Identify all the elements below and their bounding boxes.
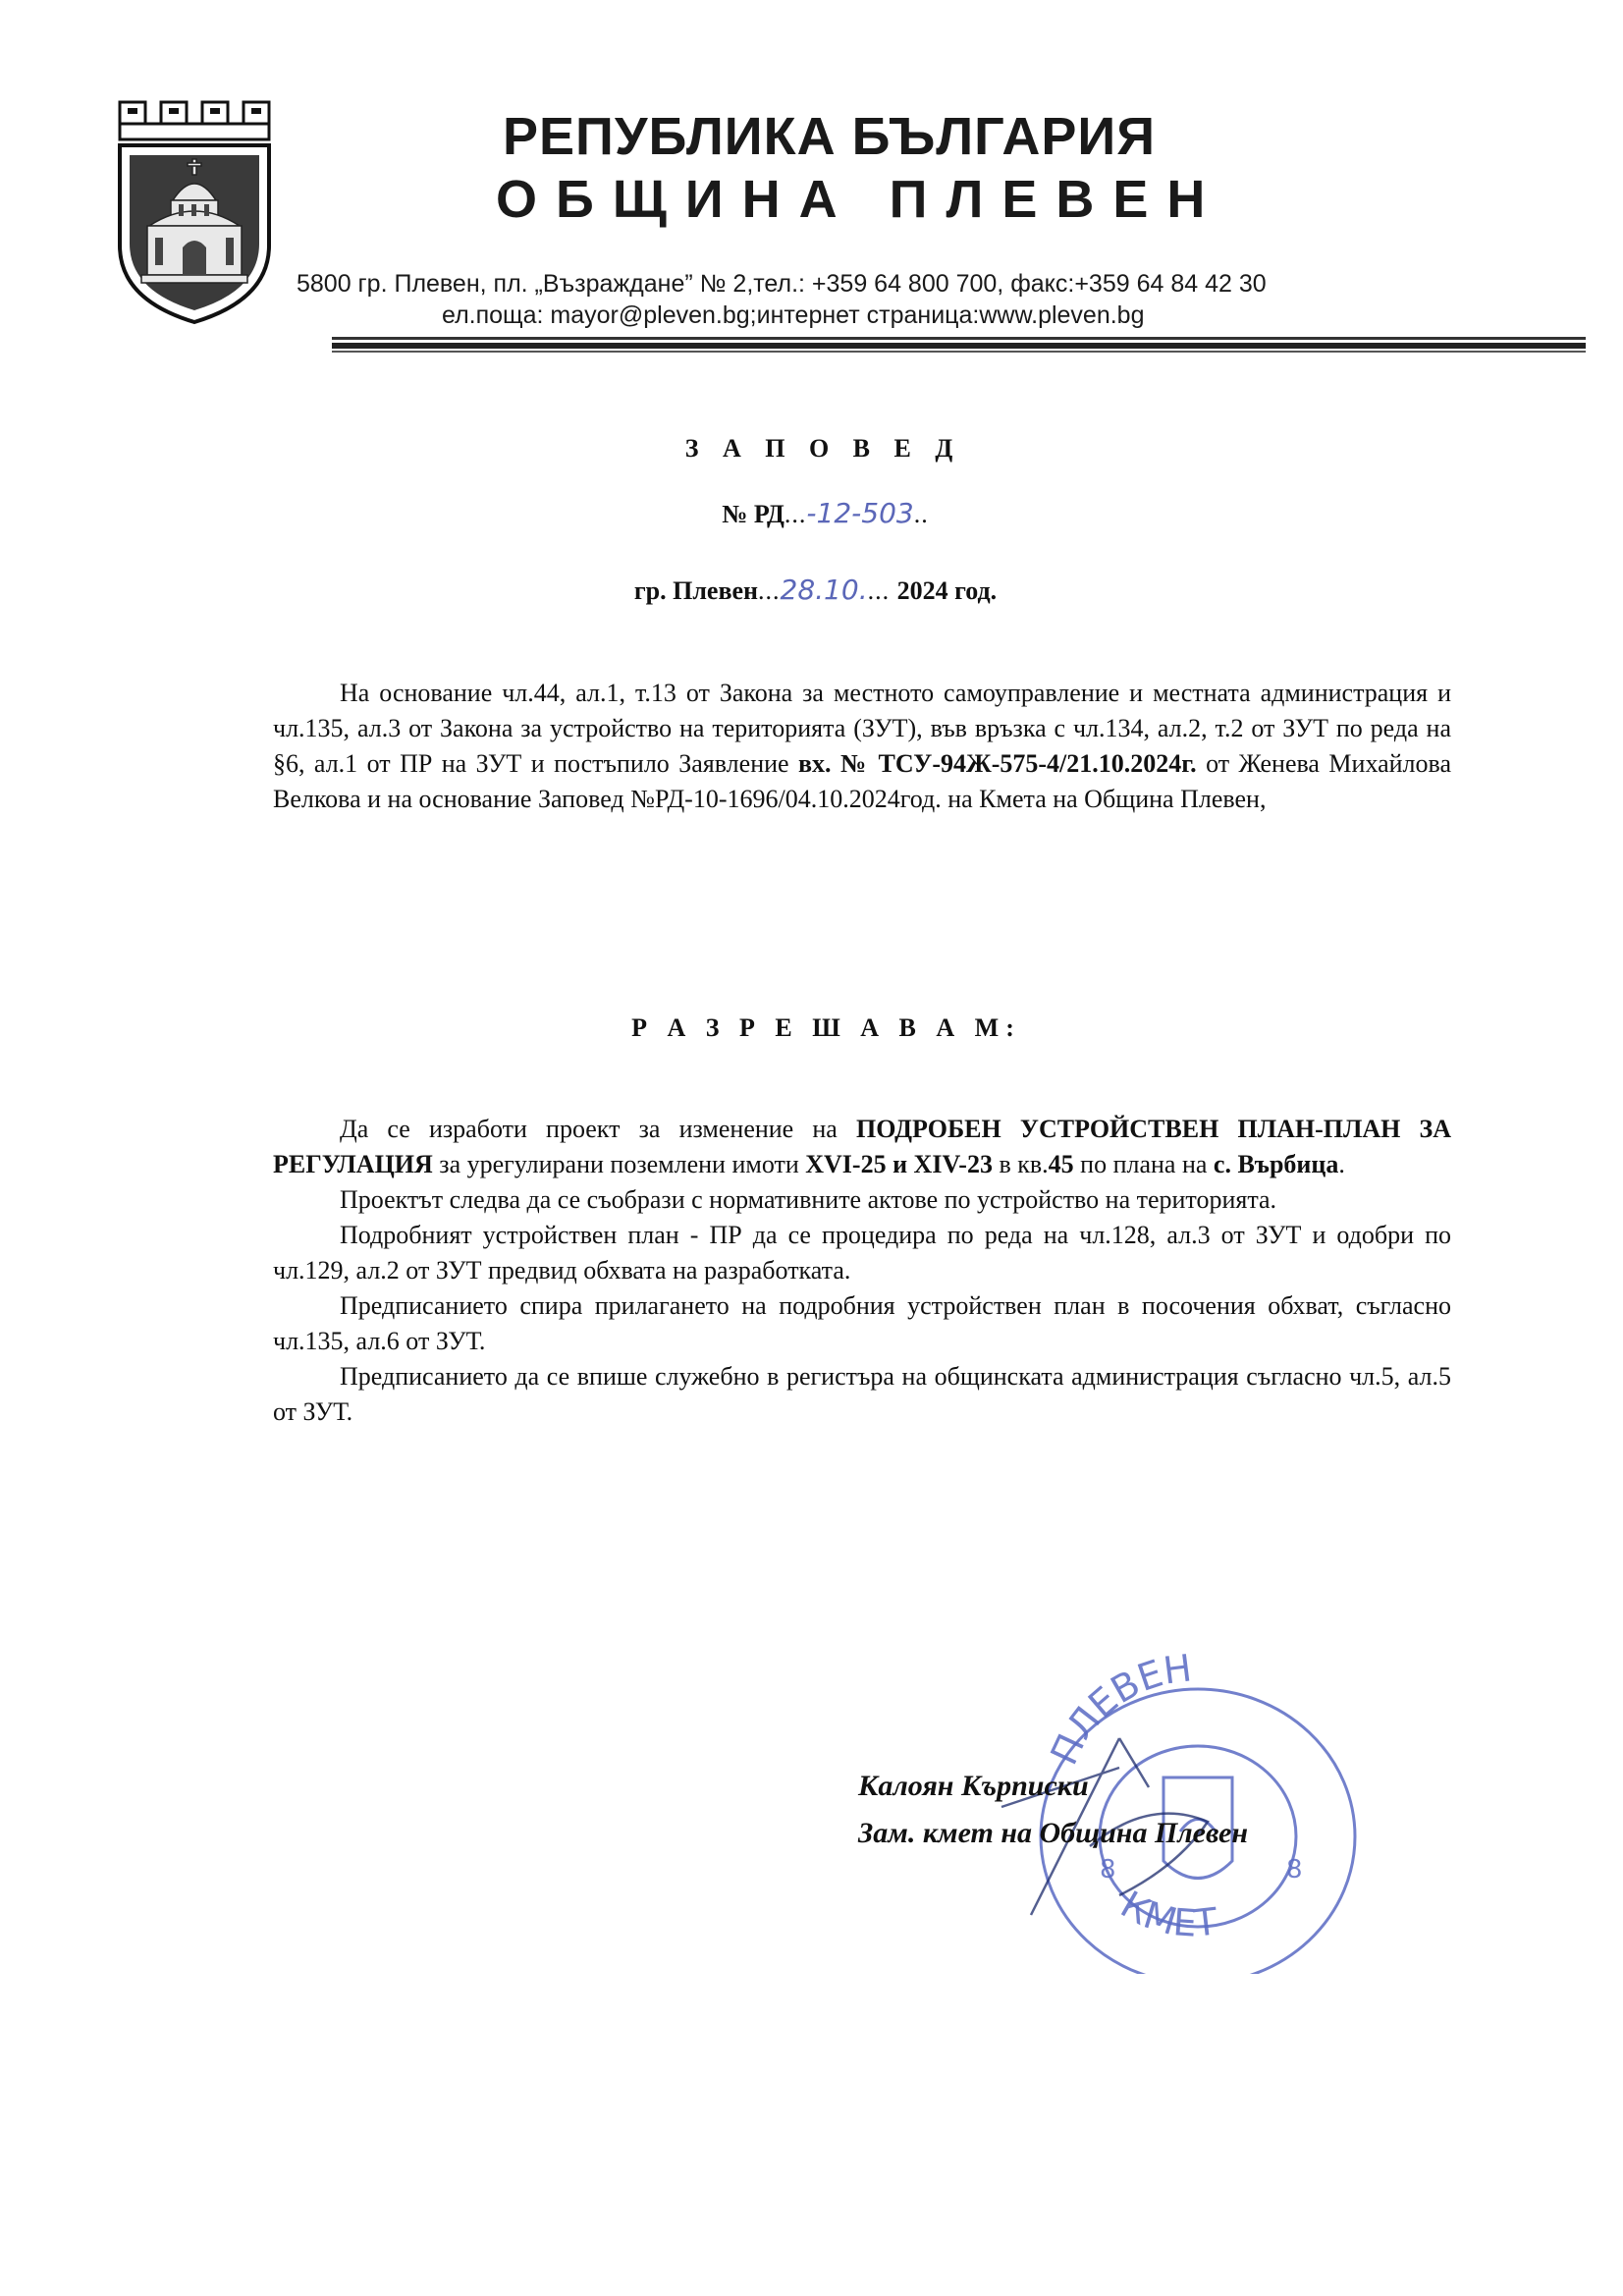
intro-application-number: вх. № ТСУ-94Ж-575-4/21.10.2024г. [798,749,1197,778]
body-paragraph-4: Предписанието спира прилагането на подробния устройствен план в посочения обхват, съгласно чл.135, ал.6 от ЗУТ. [273,1291,1451,1355]
order-date-handwritten: 28.10. [780,574,868,606]
order-place-label: гр. Плевен [633,576,759,605]
header-contact: ел.поща: mayor@pleven.bg;интернет страница:www.pleven.bg [442,301,1145,329]
header-address: 5800 гр. Плевен, пл. „Възраждане” № 2,тел.: +359 64 800 700, факс:+359 64 84 42 30 [297,270,1267,298]
stamp-bottom-text: КМЕТ [1113,1882,1220,1945]
order-number: № РД...-12-503.. [722,497,929,529]
order-year: 2024 год. [896,576,998,605]
header-country: РЕПУБЛИКА БЪЛГАРИЯ [503,107,1157,166]
signatory-name: Калоян Кърписки [858,1770,1089,1802]
header-divider [332,337,1586,355]
signatory-position: Зам. кмет на Община Плевен [858,1817,1249,1849]
svg-text:8: 8 [1286,1855,1303,1885]
intro-paragraph [273,676,1451,817]
pleven-coat-of-arms-icon [116,98,273,326]
intro-text-1: На основание чл.44, ал.1, т.13 от Закона за местното самоуправление и местната администрация и чл.135, ал.3 от Закона за устройство на територията (ЗУТ), във връзка с чл.134, ал.2, т.2 от ЗУТ по реда на §6, ал.1 от ПР на ЗУТ и постъпило Заявление [273,679,1451,778]
order-number-label: № РД [722,500,784,528]
resolve-heading: Р А З Р Е Ш А В А М: [631,1013,1021,1042]
body-paragraph-3: Подробният устройствен план - ПР да се процедира по реда на чл.128, ал.3 от ЗУТ и одобри по чл.129, ал.2 от ЗУТ предвид обхвата на разработката. [273,1221,1451,1285]
body-paragraph-1: Да се изработи проект за изменение на ПОДРОБЕН УСТРОЙСТВЕН ПЛАН-ПЛАН ЗА РЕГУЛАЦИЯ за урегулирани поземлени имоти XVI-25 и XIV-23 в кв.45 по плана на с. Върбица. [273,1115,1451,1178]
svg-text:8: 8 [1100,1855,1116,1885]
body-paragraph-2: Проектът следва да се съобрази с нормативните актове по устройство на територията. [340,1185,1277,1214]
order-body [273,1112,1451,1430]
header-municipality: ОБЩИНА ПЛЕВЕН [496,170,1224,229]
intro-text-2: от Женева Михайлова Велкова и на основание Заповед №РД-10-1696/04.10.2024год. на Кмета на Община Плевен, [273,749,1452,813]
stamp-top-text: ПЛЕВЕН [1042,1650,1195,1772]
order-date: гр. Плевен...28.10.... 2024 год. [633,574,998,606]
order-number-handwritten: -12-503 [806,497,914,529]
order-title: З А П О В Е Д [684,434,962,463]
body-paragraph-5: Предписанието да се впише служебно в регистъра на общинската администрация съгласно чл.5, ал.5 от ЗУТ. [273,1362,1451,1426]
